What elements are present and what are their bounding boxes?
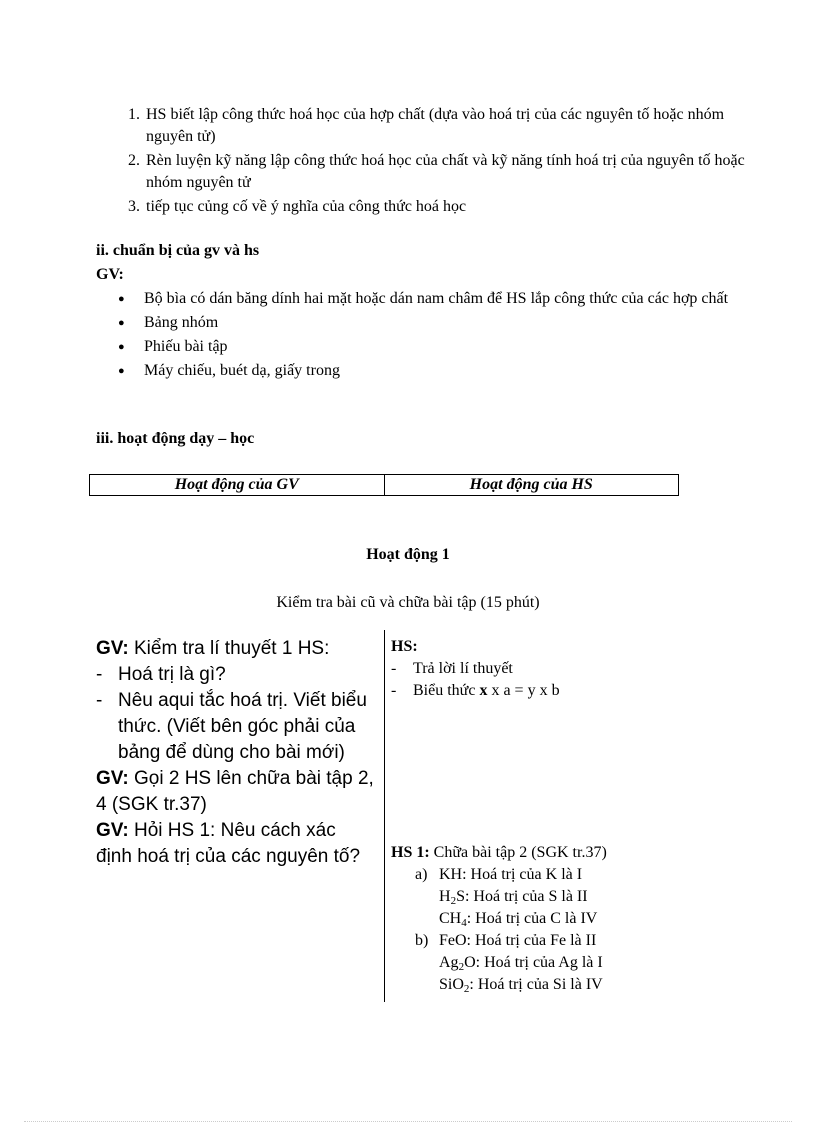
formula-x: x xyxy=(479,682,488,699)
answer-text: O: Hoá trị của Ag là I xyxy=(464,954,603,971)
formula-part: CH xyxy=(439,910,462,927)
answer-text: S: Hoá trị của S là II xyxy=(456,888,588,905)
gv-question-text: Gọi 2 HS lên chữa bài tập 2, 4 (SGK tr.37) xyxy=(96,768,374,815)
formula-part: SiO xyxy=(439,976,464,993)
subscript: 2 xyxy=(458,961,465,973)
answer-text: FeO: Hoá trị của Fe là II xyxy=(439,932,597,949)
objective-item: 3. tiếp tục củng cố về ý nghĩa của công thức hoá học xyxy=(144,196,764,218)
section-2-heading: ii. chuẩn bị của gv và hs xyxy=(96,242,260,259)
hs-item: - Trả lời lí thuyết xyxy=(391,658,721,680)
answer-b-3 xyxy=(391,974,721,996)
subscript: 2 xyxy=(463,983,470,995)
hs-item-text: Biểu thức xyxy=(413,682,480,699)
hs1-label: HS 1: xyxy=(391,844,430,861)
gv-activity-column xyxy=(96,636,376,870)
gv-question-3 xyxy=(96,818,376,870)
gv-question-1 xyxy=(96,636,376,662)
answer-text: : Hoá trị của Si là IV xyxy=(469,976,603,993)
hs-activity-column xyxy=(391,636,721,996)
hs1-text: Chữa bài tập 2 (SGK tr.37) xyxy=(429,844,607,861)
answer-b-2 xyxy=(391,952,721,974)
objectives-list xyxy=(96,104,764,220)
objective-item: 2. Rèn luyện kỹ năng lập công thức hoá học của chất và kỹ năng tính hoá trị của nguyên tố hoặc nhóm nguyên tử xyxy=(144,150,764,194)
subscript: 4 xyxy=(461,917,467,929)
answer-a-1 xyxy=(391,864,721,886)
formula-part: Ag xyxy=(439,954,459,971)
answer-a-marker: a) xyxy=(415,866,428,883)
answer-text: KH: Hoá trị của K là I xyxy=(439,866,583,883)
column-divider xyxy=(384,630,385,1002)
gv-column-header: Hoạt động của GV xyxy=(174,476,299,493)
gv-question-text: Hỏi HS 1: Nêu cách xác định hoá trị của các nguyên tố? xyxy=(96,820,361,867)
preparation-item: ● Bảng nhóm xyxy=(144,312,764,334)
formula-rest: x a = y x b xyxy=(487,682,560,699)
preparation-list xyxy=(96,288,764,384)
answer-b-marker: b) xyxy=(415,932,429,949)
activity-title: Hoạt động 1 xyxy=(366,546,450,563)
answer-text: : Hoá trị của C là IV xyxy=(466,910,598,927)
preparation-item: ● Máy chiếu, buét dạ, giấy trong xyxy=(144,360,764,382)
gv-label: GV: xyxy=(96,768,129,789)
activity-subtitle: Kiểm tra bài cũ và chữa bài tập (15 phút) xyxy=(276,594,540,611)
hs-item-formula xyxy=(391,680,721,702)
gv-label: GV: xyxy=(96,820,129,841)
gv-label: GV: xyxy=(96,266,124,283)
preparation-item: ● Bộ bìa có dán băng dính hai mặt hoặc dán nam châm để HS lắp công thức của các hợp chất xyxy=(144,288,764,310)
activity-column-header-table xyxy=(89,474,679,496)
subscript: 2 xyxy=(450,895,457,907)
gv-sub-item: - Nêu aqui tắc hoá trị. Viết biểu thức. (Viết bên góc phải của bảng để dùng cho bài mới) xyxy=(96,688,376,766)
answer-a-3 xyxy=(391,908,721,930)
hs-label: HS: xyxy=(391,638,418,655)
preparation-item: ● Phiếu bài tập xyxy=(144,336,764,358)
section-3-heading: iii. hoạt động dạy – học xyxy=(96,430,255,447)
gv-sub-item: - Hoá trị là gì? xyxy=(96,662,376,688)
gv-question-2 xyxy=(96,766,376,818)
answer-b-1 xyxy=(391,930,721,952)
hs-column-header: Hoạt động của HS xyxy=(384,475,679,495)
gv-question-text: Kiểm tra lí thuyết 1 HS: xyxy=(128,638,330,659)
objective-item: 1. HS biết lập công thức hoá học của hợp chất (dựa vào hoá trị của các nguyên tố hoặc nhóm nguyên tử) xyxy=(144,104,764,148)
formula-part: H xyxy=(439,888,451,905)
answer-a-2 xyxy=(391,886,721,908)
page-bottom-rule xyxy=(24,1121,792,1122)
gv-label: GV: xyxy=(96,638,129,659)
hs1-answer-heading xyxy=(391,842,721,864)
